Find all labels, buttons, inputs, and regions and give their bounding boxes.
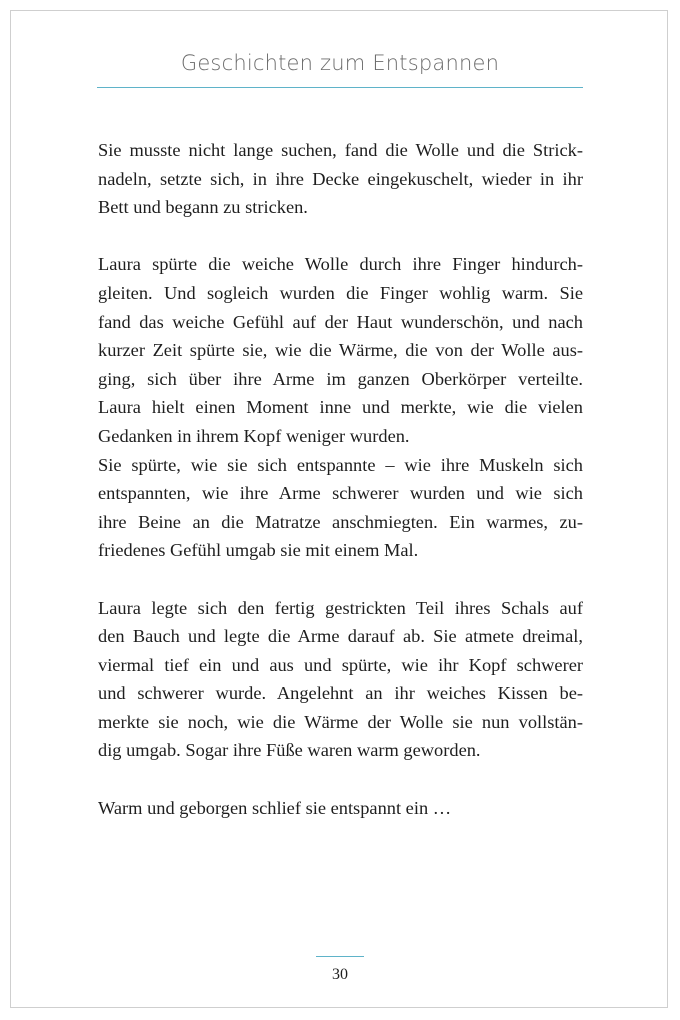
paragraph-1 xyxy=(98,136,583,222)
body-text xyxy=(98,136,583,822)
text-line: dig umgab. Sogar ihre Füße waren warm geworden. xyxy=(98,740,481,761)
text-line: Gedanken in ihrem Kopf weniger wurden. xyxy=(98,425,410,446)
running-header-title: Geschichten zum Entspannen xyxy=(180,51,500,75)
text-line: den Bauch und legte die Arme darauf ab. Sie atmete dreimal, xyxy=(98,626,583,647)
text-line: Sie spürte, wie sie sich entspannte – wie ihre Muskeln sich xyxy=(98,454,583,475)
text-line: Laura spürte die weiche Wolle durch ihre Finger hindurch- xyxy=(98,254,583,275)
paragraph-5 xyxy=(98,794,583,823)
text-line: fand das weiche Gefühl auf der Haut wunderschön, und nach xyxy=(98,311,583,332)
header-rule xyxy=(97,87,583,88)
text-line: entspannten, wie ihre Arme schwerer wurden und wie sich xyxy=(98,483,583,504)
text-line: Sie musste nicht lange suchen, fand die Wolle und die Strick- xyxy=(98,140,583,160)
page-number: 30 xyxy=(332,966,348,983)
text-line: viermal tief ein und aus und spürte, wie ihr Kopf schwerer xyxy=(98,654,583,675)
text-line: nadeln, setzte sich, in ihre Decke eingekuschelt, wieder in ihr xyxy=(98,168,583,189)
text-line: Warm und geborgen schlief sie entspannt ein … xyxy=(98,797,452,818)
paragraph-2 xyxy=(98,250,583,450)
text-line: ihre Beine an die Matratze anschmiegten. Ein warmes, zu- xyxy=(98,511,583,532)
footer-rule xyxy=(316,956,364,957)
text-line: merkte sie noch, wie die Wärme der Wolle sie nun vollstän- xyxy=(98,711,583,732)
paragraph-4 xyxy=(98,594,583,766)
text-line: Laura hielt einen Moment inne und merkte, wie die vielen xyxy=(98,397,583,418)
paragraph-gap xyxy=(98,222,583,251)
text-line: und schwerer wurde. Angelehnt an ihr weiches Kissen be- xyxy=(98,683,583,704)
text-line: kurzer Zeit spürte sie, wie die Wärme, die von der Wolle aus- xyxy=(98,340,583,361)
text-line: Bett und begann zu stricken. xyxy=(98,197,308,218)
text-line: Laura legte sich den fertig gestrickten Teil ihres Schals auf xyxy=(98,597,583,618)
text-line: ging, sich über ihre Arme im ganzen Oberkörper verteilte. xyxy=(98,368,583,389)
text-line: friedenes Gefühl umgab sie mit einem Mal. xyxy=(98,540,419,561)
paragraph-gap xyxy=(98,765,583,794)
text-line: gleiten. Und sogleich wurden die Finger wohlig warm. Sie xyxy=(98,282,583,303)
paragraph-gap xyxy=(98,565,583,594)
paragraph-3 xyxy=(98,451,583,565)
